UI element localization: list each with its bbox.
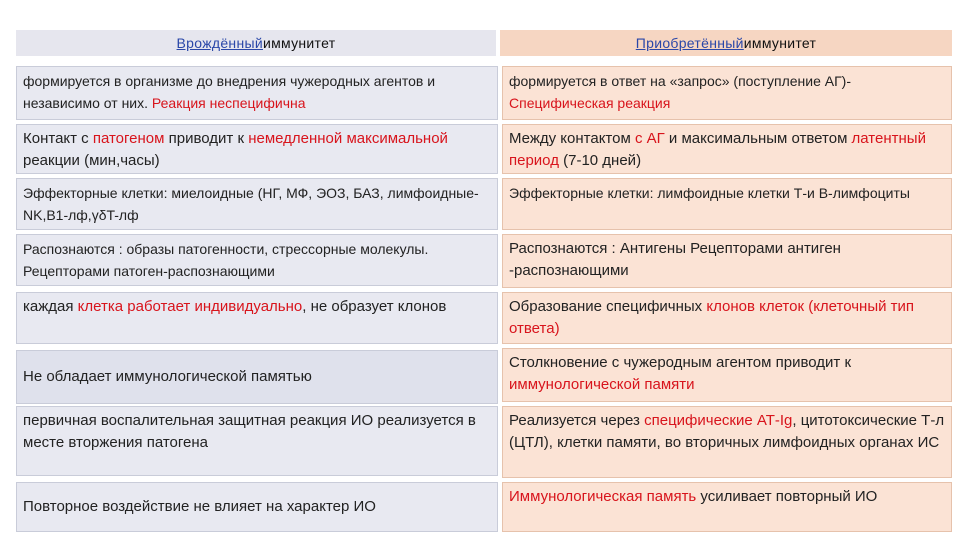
cell-text (23, 70, 491, 114)
cell-text-segment: Распознаются : образы патогенности, стрессорные молекулы. Рецепторами патоген-распознающими (23, 241, 429, 279)
acquired-cell-effector (502, 178, 952, 230)
highlight-text: специфические АТ-Ig (644, 412, 793, 429)
cell-text (509, 238, 945, 282)
highlight-text: латентный период (509, 130, 926, 169)
header-acquired (500, 30, 952, 56)
cell-text-segment: Эффекторные клетки: миелоидные (НГ, МФ, ЭОЗ, БАЗ, лимфоидные-NK,B1-лф,γδT-лф (23, 185, 479, 223)
cell-text-segment: формируется в ответ на «запрос» (поступление АГ)- (509, 73, 852, 89)
cell-text-segment: Распознаются : Антигены Рецепторами антиген -распознающими (509, 240, 841, 279)
cell-text (23, 128, 491, 172)
innate-cell-repeat (16, 482, 498, 532)
cell-text-segment: и максимальным ответом (664, 130, 852, 147)
highlight-text: Иммунологическая память (509, 488, 697, 505)
highlight-text: иммунологической памяти (509, 376, 695, 393)
header-acquired-rest: иммунитет (743, 35, 817, 51)
cell-text (23, 182, 491, 226)
cell-text-segment: Между контактом (509, 130, 635, 147)
highlight-text: патогеном (92, 130, 165, 147)
innate-cell-effector (16, 178, 498, 230)
cell-text (23, 366, 312, 388)
highlight-text: немедленной максимальной (248, 130, 448, 147)
cell-text-segment: формируется в организме до внедрения чужеродных агентов и независимо от них. (23, 73, 436, 111)
cell-text (509, 410, 945, 454)
cell-text-segment: первичная воспалительная защитная реакция ИО реализуется в месте вторжения патогена (23, 412, 476, 451)
highlight-text: с АГ (634, 130, 665, 147)
innate-cell-recognition (16, 234, 498, 286)
acquired-cell-formation (502, 66, 952, 120)
cell-text-segment: усиливает повторный ИО (696, 488, 878, 505)
cell-text-segment: каждая (23, 298, 78, 315)
cell-text-segment: Столкновение с чужеродным агентом приводит к (509, 354, 852, 371)
cell-text-segment: , не образует клонов (302, 298, 447, 315)
cell-text (509, 352, 945, 396)
cell-text (509, 486, 945, 508)
header-innate (16, 30, 496, 56)
cell-text-segment: Реализуется через (509, 412, 645, 429)
cell-text (509, 70, 945, 114)
cell-text-segment: Образование специфичных (509, 298, 707, 315)
innate-cell-contact (16, 124, 498, 174)
cell-text-segment: Эффекторные клетки: лимфоидные клетки Т-и В-лимфоциты (509, 185, 910, 201)
highlight-text: клетка работает индивидуально (77, 298, 303, 315)
cell-text (23, 296, 491, 318)
innate-cell-formation (16, 66, 498, 120)
acquired-cell-memory (502, 348, 952, 402)
innate-cell-inflammation (16, 406, 498, 476)
header-innate-rest: иммунитет (262, 35, 336, 51)
acquired-cell-realization (502, 406, 952, 478)
highlight-text: Специфическая реакция (509, 95, 671, 111)
cell-text (23, 238, 491, 282)
cell-text-segment: приводит к (164, 130, 249, 147)
cell-text (509, 296, 945, 340)
cell-text (509, 128, 945, 172)
header-innate-keyword: Врождённый (176, 35, 263, 51)
cell-text-segment: (7-10 дней) (558, 152, 642, 169)
cell-text-segment: Контакт с (23, 130, 93, 147)
acquired-cell-contact (502, 124, 952, 174)
highlight-text: клонов клеток (клеточный тип ответа) (509, 298, 915, 337)
acquired-cell-repeat (502, 482, 952, 532)
cell-text (23, 496, 376, 518)
cell-text-segment: Повторное воздействие не влияет на характер ИО (23, 498, 376, 515)
innate-cell-clones (16, 292, 498, 344)
acquired-cell-recognition (502, 234, 952, 288)
cell-text-segment: реакции (мин,часы) (23, 152, 160, 169)
innate-cell-memory (16, 350, 498, 404)
cell-text-segment: Не обладает иммунологической памятью (23, 368, 312, 385)
cell-text-segment: , цитотоксические Т-л (ЦТЛ), клетки памяти, во вторичных лимфоидных органах ИС (509, 412, 945, 451)
highlight-text: Реакция неспецифична (151, 95, 306, 111)
cell-text (23, 410, 491, 454)
acquired-cell-clones (502, 292, 952, 344)
cell-text (509, 182, 945, 204)
header-acquired-keyword: Приобретённый (635, 35, 744, 51)
